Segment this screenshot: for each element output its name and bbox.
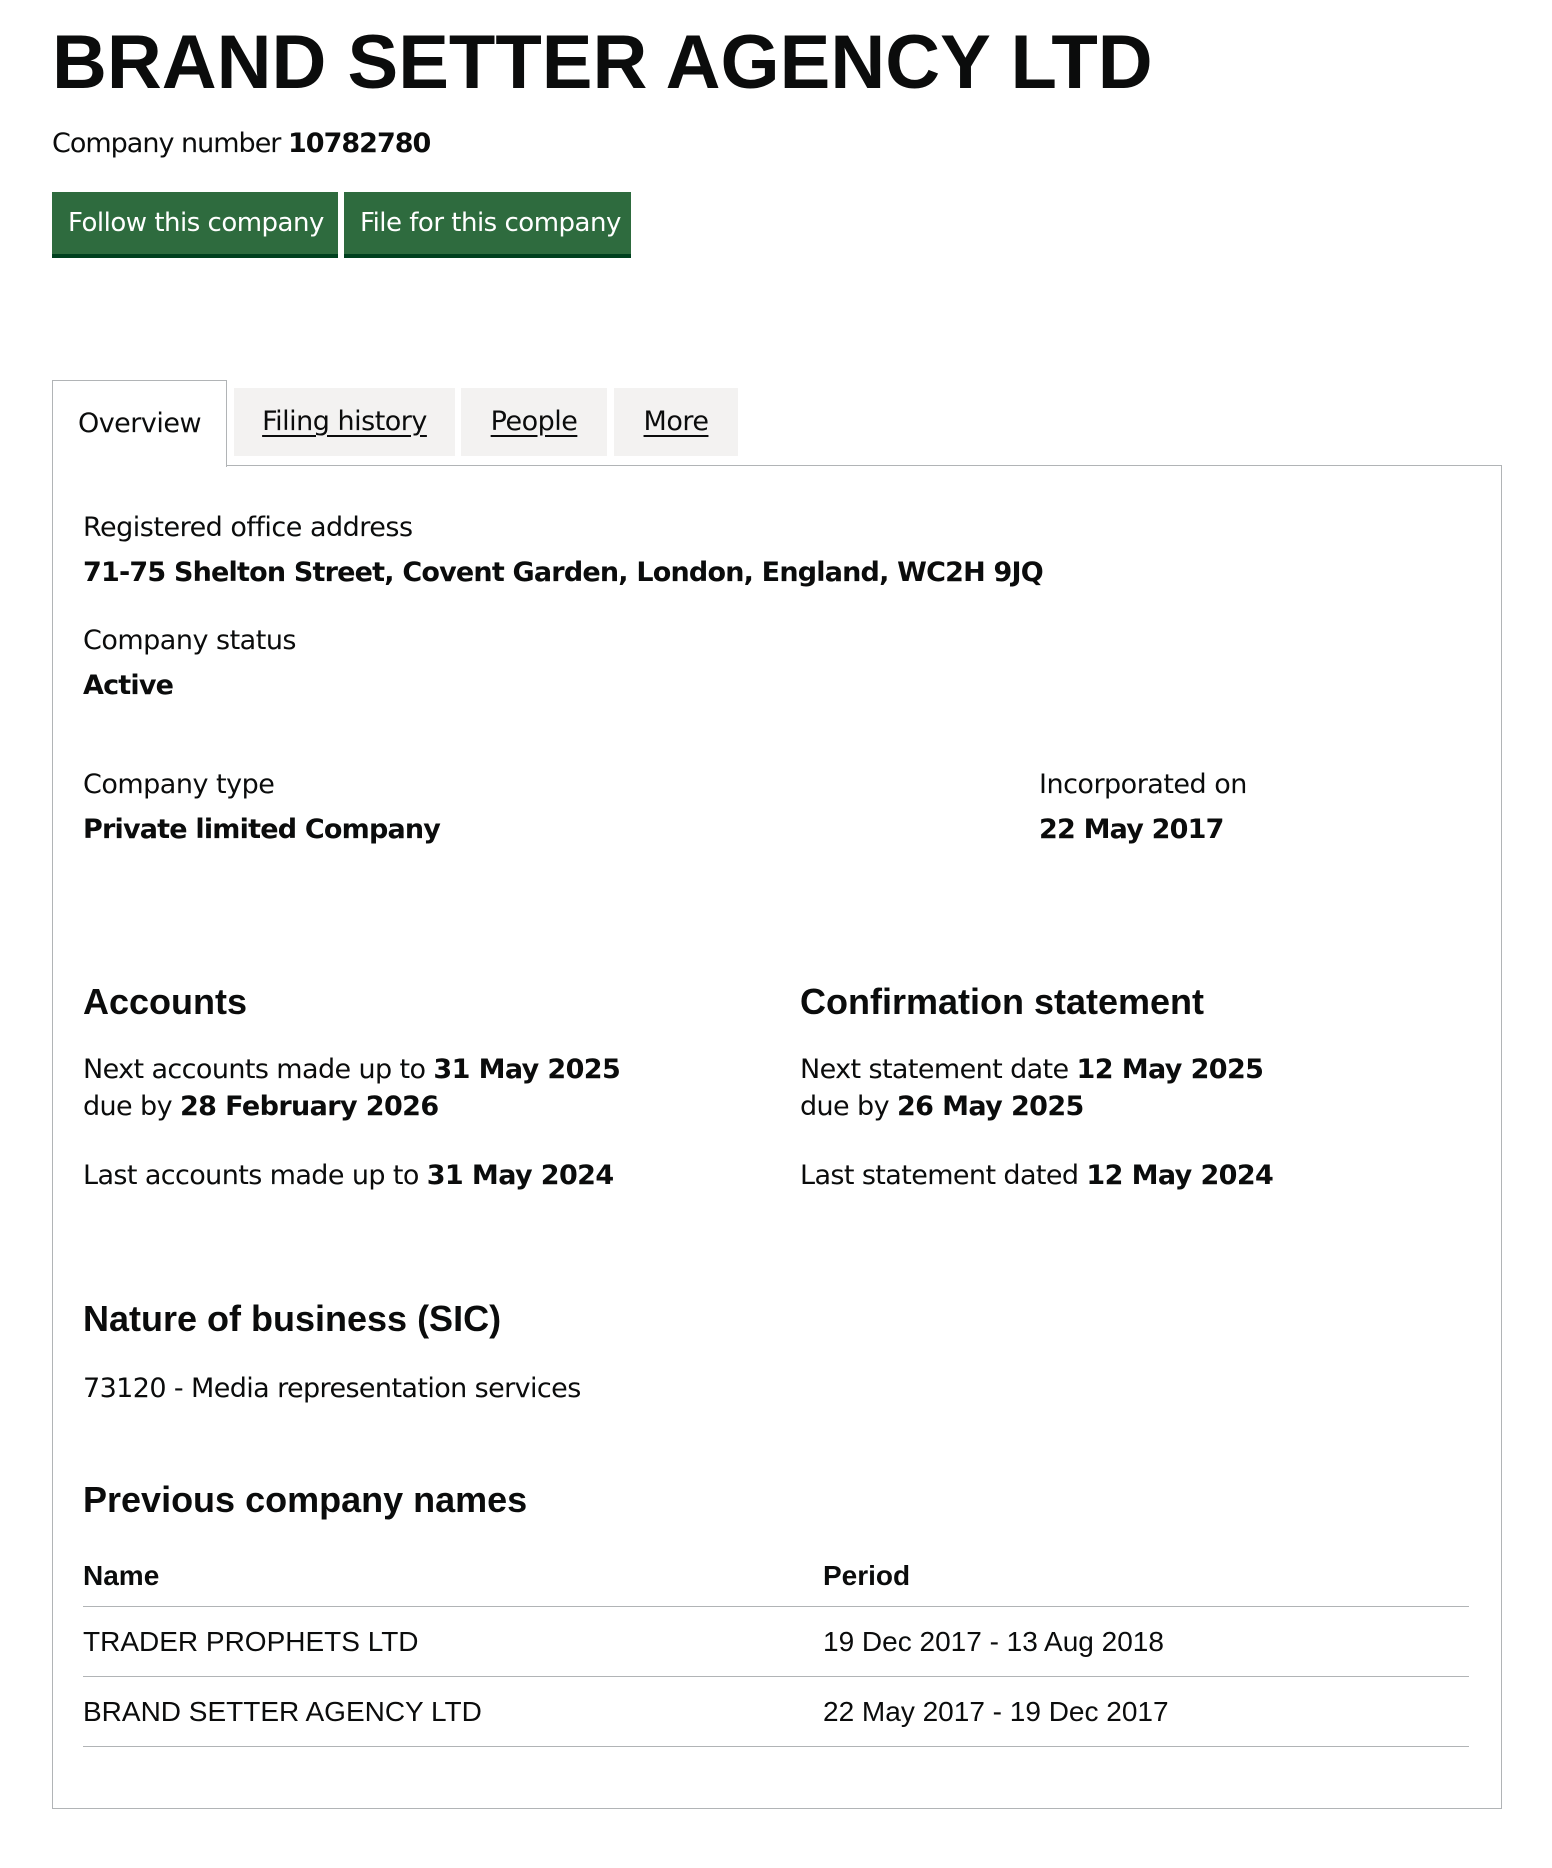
table-bottom-border [83,1746,1469,1747]
confirmation-due-line [800,1088,1084,1125]
tab-overview[interactable]: Overview [52,380,227,467]
confirmation-last-prefix: Last statement dated [800,1160,1079,1191]
confirmation-next-prefix: Next statement date [800,1054,1069,1085]
company-name-heading: BRAND SETTER AGENCY LTD [52,20,1153,105]
column-header-period: Period [823,1560,911,1591]
accounts-due-line [83,1088,439,1125]
confirmation-next-line [800,1051,1263,1088]
follow-company-button[interactable]: Follow this company [52,192,338,254]
tab-more[interactable]: More [614,388,738,456]
tab-people[interactable]: People [461,388,607,456]
registered-office-label: Registered office address [83,512,413,543]
company-number-line [52,122,430,166]
accounts-last-line [83,1157,614,1194]
registered-office-value: 71-75 Shelton Street, Covent Garden, London, England, WC2H 9JQ [83,557,1043,588]
accounts-last-date: 31 May 2024 [426,1160,614,1191]
accounts-due-prefix: due by [83,1091,172,1122]
incorporated-label: Incorporated on [1039,769,1247,800]
previous-names-heading: Previous company names [83,1479,528,1520]
previous-name-cell: BRAND SETTER AGENCY LTD [83,1696,482,1727]
period-cell: 19 Dec 2017 - 13 Aug 2018 [823,1626,1164,1657]
confirmation-due-prefix: due by [800,1091,889,1122]
incorporated-value: 22 May 2017 [1039,814,1224,845]
company-status-value: Active [83,670,174,701]
overview-panel [52,465,1502,1809]
company-status-label: Company status [83,625,296,656]
accounts-heading: Accounts [83,981,248,1022]
confirmation-due-date: 26 May 2025 [896,1091,1084,1122]
column-header-name: Name [83,1560,160,1591]
company-number-value: 10782780 [288,128,431,159]
confirmation-last-line [800,1157,1273,1194]
tab-filing-history[interactable]: Filing history [234,388,455,456]
table-row [83,1606,1469,1677]
company-type-label: Company type [83,769,275,800]
confirmation-heading: Confirmation statement [800,981,1205,1022]
accounts-due-date: 28 February 2026 [179,1091,439,1122]
sic-heading: Nature of business (SIC) [83,1298,502,1339]
company-number-label: Company number [52,128,281,159]
accounts-next-date: 31 May 2025 [433,1054,621,1085]
file-for-company-button[interactable]: File for this company [344,192,631,254]
company-type-value: Private limited Company [83,814,441,845]
accounts-next-prefix: Next accounts made up to [83,1054,426,1085]
period-cell: 22 May 2017 - 19 Dec 2017 [823,1696,1169,1727]
confirmation-next-date: 12 May 2025 [1076,1054,1264,1085]
company-tabs [52,380,1502,466]
confirmation-last-date: 12 May 2024 [1086,1160,1274,1191]
table-row [83,1676,1469,1747]
sic-value: 73120 - Media representation services [83,1373,581,1404]
previous-name-cell: TRADER PROPHETS LTD [83,1626,419,1657]
accounts-next-line [83,1051,620,1088]
accounts-last-prefix: Last accounts made up to [83,1160,419,1191]
